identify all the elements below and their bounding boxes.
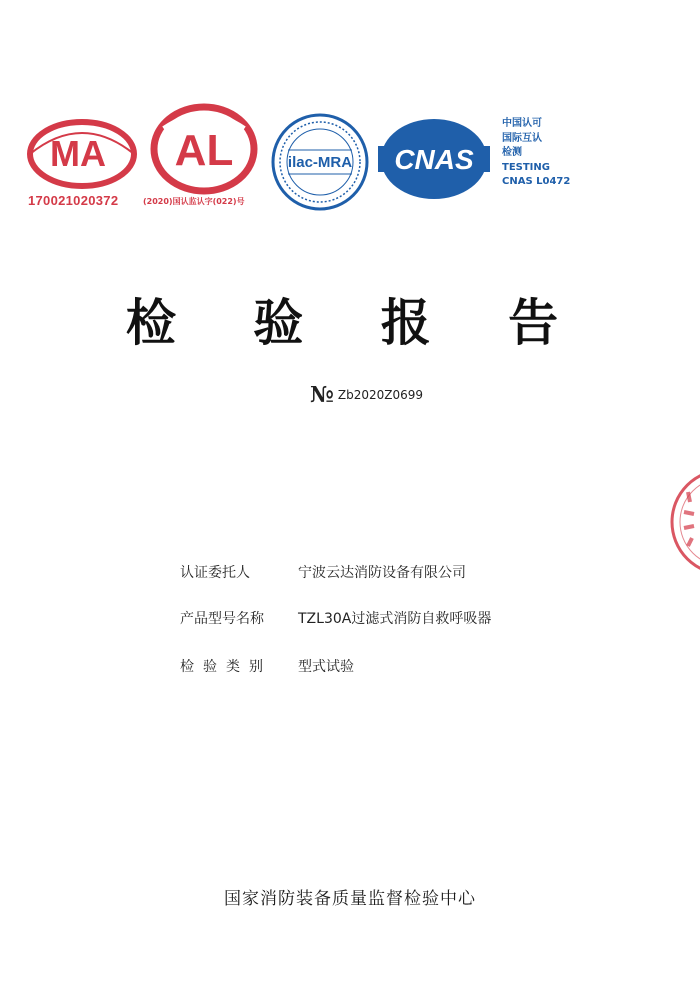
issuing-organization: 国家消防装备质量监督检验中心 xyxy=(224,889,476,909)
cnas-accreditation-text xyxy=(502,117,570,190)
cma-number: 170021020372 xyxy=(28,193,119,208)
cnas-logo-mark: CNAS xyxy=(394,144,474,175)
official-seal-icon xyxy=(668,462,700,582)
cnas-line-4: TESTING xyxy=(502,161,550,173)
report-number xyxy=(310,382,423,408)
product-label: 产品型号名称 xyxy=(180,611,264,627)
report-title: 检 验 报 告 xyxy=(125,293,589,352)
cnas-line-5: CNAS L0472 xyxy=(502,176,571,187)
category-value: 型式试验 xyxy=(298,659,354,675)
report-number-value: Zb2020Z0699 xyxy=(337,388,424,402)
ilac-mra-logo-mark: ilac-MRA xyxy=(287,154,353,171)
ilac-mra-logo-icon xyxy=(270,112,370,212)
client-label: 认证委托人 xyxy=(180,565,250,581)
cnas-logo-icon xyxy=(378,116,490,202)
number-symbol: № xyxy=(310,382,334,408)
cnas-line-2: 国际互认 xyxy=(502,132,542,144)
cal-logo-icon xyxy=(150,103,258,195)
client-value: 宁波云达消防设备有限公司 xyxy=(298,565,466,581)
cal-logo-mark: AL xyxy=(174,126,234,175)
product-value: TZL30A过滤式消防自救呼吸器 xyxy=(298,611,492,627)
cal-caption: (2020)国认监认字(022)号 xyxy=(143,197,245,206)
category-label: 检验类别 xyxy=(180,659,272,675)
cma-logo-icon xyxy=(26,118,138,190)
accreditation-logo-row xyxy=(0,0,700,230)
cma-logo-mark: MA xyxy=(50,133,106,174)
cnas-line-3: 检测 xyxy=(502,147,522,158)
cnas-line-1: 中国认可 xyxy=(502,118,542,129)
